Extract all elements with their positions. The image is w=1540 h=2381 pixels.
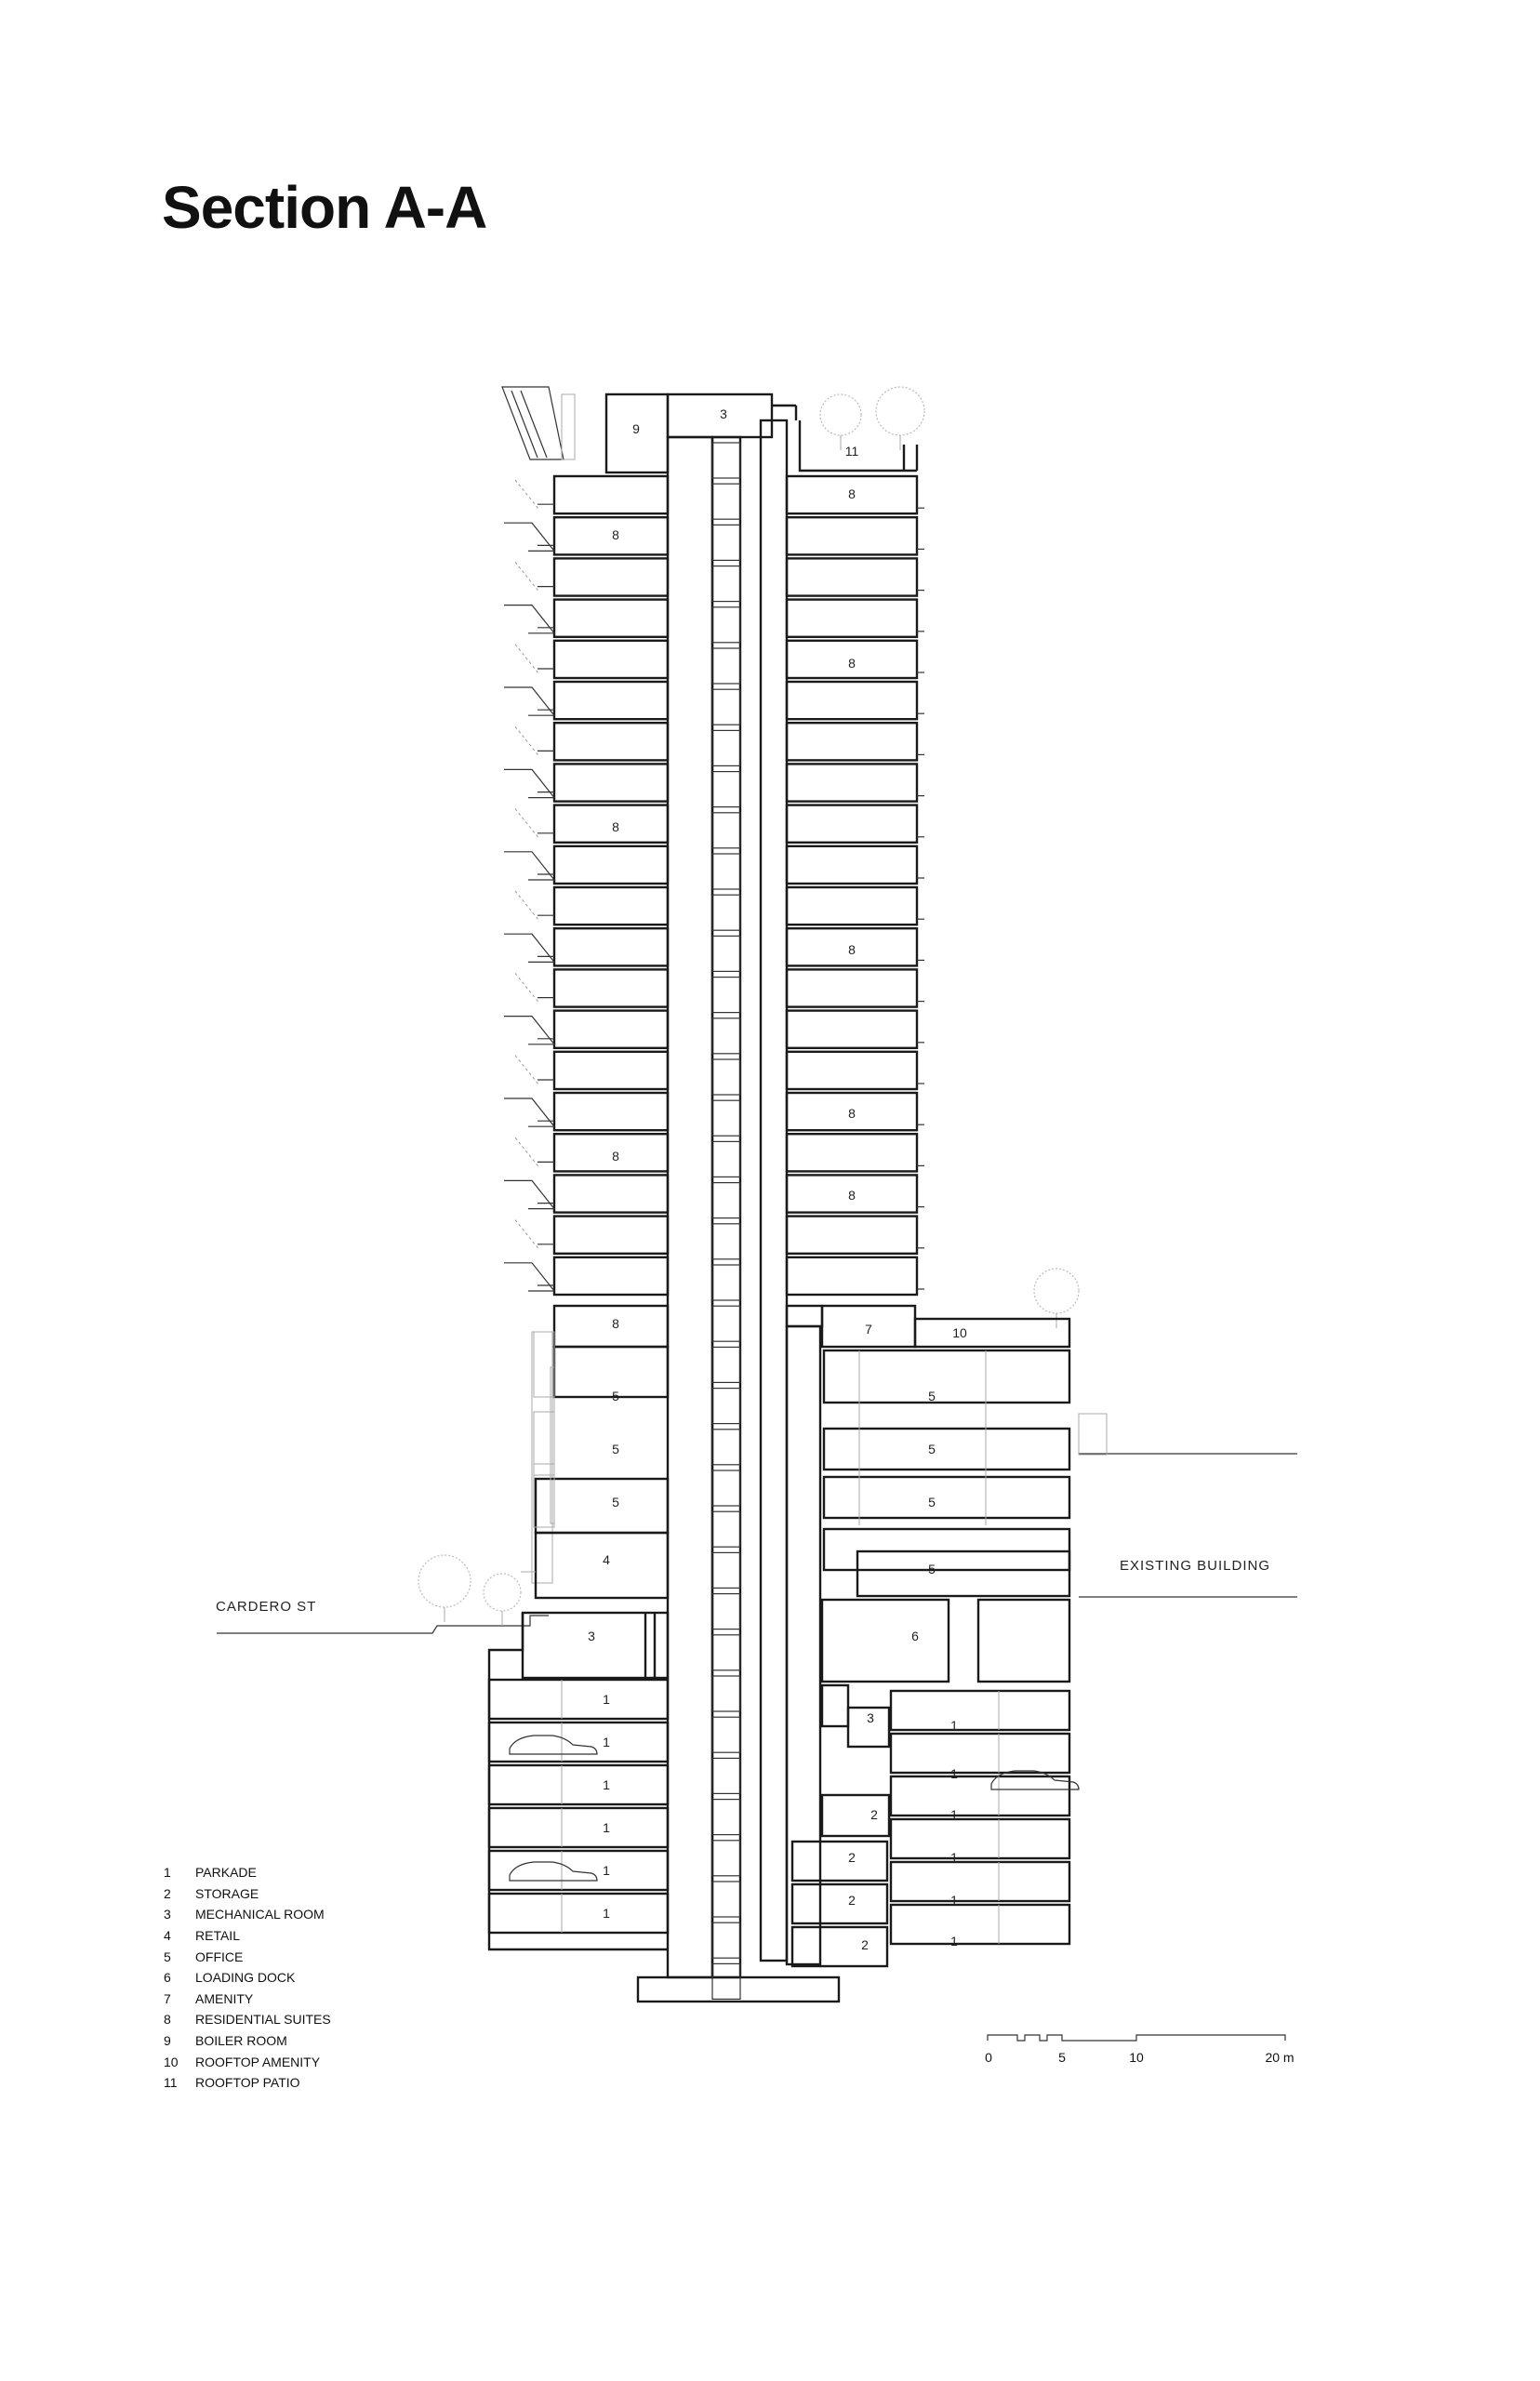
balcony-fin [504,523,554,551]
parkade-level [489,1723,668,1762]
room-label-loading-dock: 6 [911,1629,919,1643]
legend-label: RETAIL [195,1928,240,1944]
legend-item [164,1946,331,1967]
core-landing [712,1389,740,1424]
room-label-parkade: 1 [950,1934,958,1949]
left-residential-floors [538,476,668,1347]
scale-tick-20m: 20 m [1265,2050,1294,2065]
legend-number: 1 [164,1865,171,1881]
legend-label: MECHANICAL ROOM [195,1907,325,1922]
core-landing [712,648,740,684]
left-floor [554,928,668,965]
room-label-storage: 2 [848,1893,856,1908]
right-floor [787,805,917,843]
room-label-office: 5 [928,1442,936,1457]
legend-label: PARKADE [195,1865,257,1881]
left-floor [554,600,668,637]
core-landing [712,978,740,1013]
legend-label: ROOFTOP PATIO [195,2075,300,2091]
left-podium [489,1332,668,1949]
car-icon [510,1862,597,1881]
core-landing [712,1183,740,1218]
balcony-fin [504,852,554,880]
right-podium [787,1306,1069,1964]
right-floor [787,723,917,760]
core-landing [712,1922,740,1958]
left-floor [554,805,668,843]
right-floor [787,1052,917,1089]
left-top-podium-floor [554,1306,668,1347]
fin-dashed [515,973,539,1003]
fin-dashed [515,480,539,510]
core-landing [712,1018,740,1054]
core-landing [712,1224,740,1259]
core-landing [712,1347,740,1382]
room-label-residential: 8 [612,819,619,834]
room-label-parkade: 1 [603,1735,610,1749]
fin-dashed [515,1056,539,1085]
left-floor [554,764,668,801]
fin-dashed [515,1220,539,1250]
room-label-residential: 8 [612,527,619,542]
legend-number: 2 [164,1885,171,1901]
tree-icon [876,387,924,435]
legend-item [164,1989,331,2010]
room-label-amenity: 7 [865,1322,872,1337]
right-floor [787,764,917,801]
legend-item [164,1883,331,1905]
scale-tick-0: 0 [985,2050,992,2065]
legend-number: 4 [164,1928,171,1944]
core-landing [712,689,740,725]
balcony-fin [504,687,554,715]
left-floor [554,1134,668,1171]
fin-dashed [515,726,539,756]
scale-tick-5: 5 [1058,2050,1066,2065]
left-floor [554,1052,668,1089]
parkade-level [891,1734,1069,1773]
left-floor [554,476,668,513]
room-label-parkade: 1 [603,1692,610,1707]
balcony-fin [504,1263,554,1291]
core-landing [712,1800,740,1835]
parkade-level [891,1905,1069,1944]
room-label-storage: 2 [848,1850,856,1865]
legend-number: 3 [164,1907,171,1922]
core-landing [712,525,740,560]
legend-label: STORAGE [195,1885,259,1901]
right-floor [787,558,917,595]
core-landing [712,607,740,643]
ground-lines [217,1414,1297,1633]
legend-number: 6 [164,1970,171,1986]
core-landing [712,1059,740,1095]
core-landing [712,1882,740,1917]
room-label-office: 5 [928,1495,936,1510]
core-landing [712,854,740,889]
core-landing [712,443,740,478]
legend-number: 9 [164,2033,171,2049]
legend-number: 11 [164,2075,178,2091]
legend-label: ROOFTOP AMENITY [195,2054,321,2069]
parkade-level [489,1851,668,1890]
existing-building-label: EXISTING BUILDING [1120,1558,1271,1574]
room-label-parkade: 1 [950,1893,958,1908]
legend-item [164,2051,331,2072]
right-floor [787,969,917,1006]
room-label-office: 5 [612,1495,619,1510]
room-label-parkade: 1 [603,1820,610,1835]
fin-dashed [515,891,539,921]
core-landing [712,813,740,848]
storage-room [822,1795,889,1836]
parkade-level [489,1765,668,1804]
legend-label: LOADING DOCK [195,1970,296,1986]
car-icon [510,1736,597,1754]
room-label-parkade: 1 [603,1777,610,1792]
core-landing [712,1963,740,1999]
street-label: CARDERO ST [216,1599,317,1615]
room-label-residential: 8 [848,1106,856,1121]
room-label-parkade: 1 [950,1718,958,1733]
right-floor [787,1134,917,1171]
fin-dashed [515,562,539,592]
tree-icon [418,1555,471,1607]
tree-icon [1034,1269,1079,1313]
left-balcony-fins [504,480,554,1291]
core-landing [712,895,740,930]
left-floor [554,969,668,1006]
legend-label: AMENITY [195,1990,254,2006]
room-label-mechanical: 3 [720,406,727,421]
balcony-fin [504,605,554,633]
parkade-level [489,1808,668,1847]
parkade-level [891,1819,1069,1858]
core-landing [712,484,740,519]
room-label-parkade: 1 [950,1766,958,1781]
room-label-office: 5 [928,1389,936,1403]
left-floor [554,641,668,678]
left-floor [554,723,668,760]
core-landing [712,772,740,807]
core-landing [712,1511,740,1547]
trees [418,387,1079,1626]
right-floor [787,846,917,884]
left-office-floors [534,1332,554,1527]
parkade-level [891,1776,1069,1816]
core-landing [712,1717,740,1752]
room-label-residential: 8 [848,486,856,501]
balcony-fin [504,934,554,962]
left-floor [554,887,668,924]
core-landing [712,1141,740,1177]
balcony-fin [504,1098,554,1126]
left-floor [554,846,668,884]
parkade-level [891,1862,1069,1901]
fin-dashed [515,1137,539,1167]
left-floor [554,682,668,719]
room-labels [588,406,967,1952]
core-landing [712,1430,740,1465]
right-floor [787,1011,917,1048]
right-floor [787,600,917,637]
scale-tick-10: 10 [1129,2050,1144,2065]
legend-label: OFFICE [195,1949,244,1964]
room-label-office: 5 [928,1562,936,1576]
room-label-mechanical: 3 [867,1710,874,1725]
room-label-mechanical: 3 [588,1629,595,1643]
core-landing [712,1594,740,1629]
core-landing [712,1265,740,1300]
core-landing [712,1635,740,1670]
balcony-fin [504,1180,554,1208]
core-landing [712,1841,740,1876]
core-landing [712,936,740,971]
room-label-office: 5 [612,1389,619,1403]
page-title: Section A-A [162,174,487,241]
core-landing [712,1676,740,1711]
tree-icon [820,394,861,435]
room-label-parkade: 1 [603,1863,610,1878]
right-floor [787,887,917,924]
room-label-parkade: 1 [603,1906,610,1921]
legend-item [164,1904,331,1925]
core-landing [712,1470,740,1506]
room-label-patio: 11 [844,444,859,459]
legend-item [164,1967,331,1989]
legend-item [164,1862,331,1883]
room-label-residential: 8 [848,656,856,671]
room-label-storage: 2 [861,1937,869,1952]
room-label-rooftop-amenity: 10 [952,1325,967,1340]
room-label-storage: 2 [870,1807,878,1822]
core-landing [712,730,740,765]
room-label-boiler: 9 [632,421,640,436]
left-floor [554,517,668,554]
left-floor [554,1217,668,1254]
left-floor [554,1257,668,1295]
storage-room [792,1927,887,1966]
parkade-level [891,1691,1069,1730]
legend-item [164,2072,331,2094]
room-label-retail: 4 [603,1552,610,1567]
legend-number: 8 [164,2012,171,2028]
parkade-level [489,1894,668,1933]
fin-dashed [515,809,539,839]
legend-item [164,1925,331,1947]
legend-label: RESIDENTIAL SUITES [195,2012,331,2028]
core-landing [712,1758,740,1793]
balcony-fin [504,1017,554,1044]
legend-item [164,2030,331,2052]
right-floor [787,682,917,719]
room-label-residential: 8 [848,1188,856,1203]
room-label-office: 5 [612,1442,619,1457]
left-floor [554,1175,668,1212]
storage-room [792,1842,887,1881]
core-landing [712,566,740,602]
legend [164,1862,331,2094]
core-landing [712,1100,740,1136]
right-floor [787,517,917,554]
right-parkade-floors [792,1685,1069,1966]
parkade-level [489,1680,668,1719]
legend-label: BOILER ROOM [195,2033,287,2049]
right-residential-floors [787,476,924,1295]
storage-room [792,1884,887,1923]
office-facade [534,1464,554,1527]
office-facade [534,1412,554,1475]
legend-number: 10 [164,2054,179,2069]
balcony-fin [504,769,554,797]
room-label-residential: 8 [612,1149,619,1164]
legend-number: 5 [164,1949,171,1964]
core-landing [712,1306,740,1341]
left-floor [554,1093,668,1130]
room-label-parkade: 1 [950,1850,958,1865]
room-label-residential: 8 [612,1316,619,1331]
fin-dashed [515,645,539,674]
left-floor [554,1011,668,1048]
right-floor [787,1217,917,1254]
legend-number: 7 [164,1990,171,2006]
room-label-parkade: 1 [950,1807,958,1822]
office-facade [534,1332,554,1397]
scale-bar [988,2035,1285,2041]
right-floor [787,1257,917,1295]
left-parkade-floors [489,1680,668,1933]
room-label-residential: 8 [848,942,856,957]
legend-item [164,2009,331,2030]
left-floor [554,558,668,595]
core-floor-lines [712,443,740,1999]
storage-room [822,1685,848,1726]
core-landing [712,1552,740,1588]
tree-icon [484,1574,521,1611]
